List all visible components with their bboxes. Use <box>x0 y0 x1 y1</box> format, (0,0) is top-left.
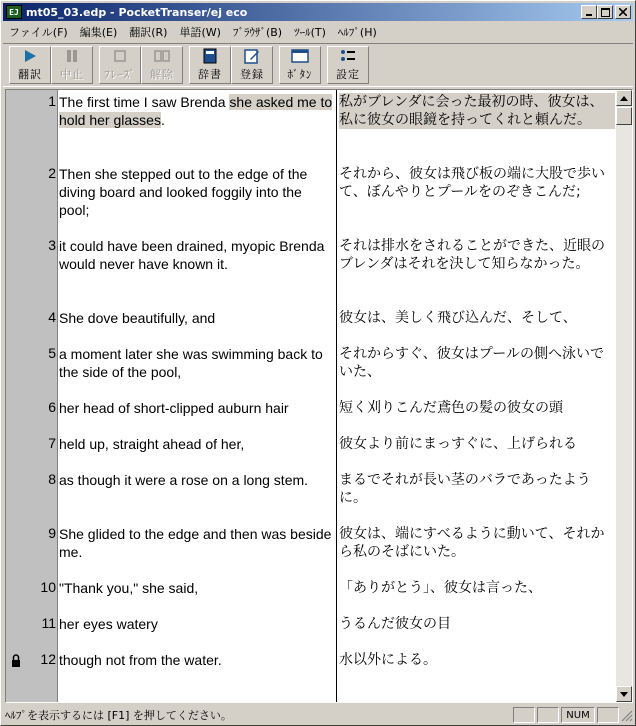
num-lock-indicator: NUM <box>561 707 595 723</box>
source-text[interactable]: She dove beautifully, and <box>59 310 216 326</box>
menu-word[interactable]: 単語(W) <box>179 25 221 39</box>
settings-label: 設定 <box>336 68 360 81</box>
line-number: 2 <box>48 165 56 181</box>
stop-button[interactable] <box>51 46 93 84</box>
toolbar <box>3 43 633 87</box>
scroll-thumb[interactable] <box>616 107 632 125</box>
line-number: 10 <box>40 579 56 595</box>
arrow-down-icon <box>620 692 628 697</box>
column-divider[interactable] <box>336 90 337 702</box>
source-text[interactable]: "Thank you," she said, <box>59 580 199 596</box>
menu-browser[interactable]: ﾌﾞﾗｳｻﾞ(B) <box>232 25 283 39</box>
scroll-up-button[interactable] <box>616 90 632 106</box>
translated-text[interactable]: それからすぐ、彼女はプールの側へ泳いでいた、 <box>339 346 605 380</box>
register-button[interactable] <box>231 46 273 84</box>
menu-tools[interactable]: ﾂｰﾙ(T) <box>294 25 326 39</box>
line-number: 7 <box>48 435 56 451</box>
phrase-icon <box>113 49 127 63</box>
selected-phrase[interactable]: she asked me to hold her glasses <box>59 94 333 128</box>
source-text[interactable]: her eyes watery <box>59 616 158 632</box>
menu-bar <box>3 22 633 41</box>
status-panel-2 <box>537 707 559 723</box>
phrase-button[interactable] <box>99 46 141 84</box>
menu-edit[interactable]: 編集(E) <box>79 25 118 39</box>
source-text[interactable]: as though it were a rose on a long stem. <box>59 472 309 488</box>
line-number: 3 <box>48 237 56 253</box>
button-bar-label: ﾎﾞﾀﾝ <box>287 68 313 81</box>
translation-editor[interactable] <box>5 89 633 703</box>
translated-text[interactable]: 私がブレンダに会った最初の時、彼女は、私に彼女の眼鏡を持ってくれと頼んだ。 <box>339 93 615 129</box>
source-text[interactable]: it could have been drained, myopic Brenda would never have known it. <box>59 238 325 272</box>
title-bar[interactable] <box>3 3 633 21</box>
status-help-text: ﾍﾙﾌﾟを表示するには [F1] を押してください。 <box>5 709 232 722</box>
line-number: 12 <box>40 651 56 667</box>
line-number: 6 <box>48 399 56 415</box>
dictionary-button[interactable] <box>189 46 231 84</box>
translate-button[interactable] <box>9 46 51 84</box>
source-text[interactable]: Then she stepped out to the edge of the diving board and looked foggily into the pool; <box>59 166 308 218</box>
source-text-end: . <box>160 112 165 128</box>
translated-text[interactable]: まるでそれが長い茎のバラであったように。 <box>339 472 591 506</box>
menu-translate[interactable]: 翻訳(R) <box>129 25 168 39</box>
translated-text[interactable]: 彼女は、端にすべるように動いて、それから私のそばにいた。 <box>339 526 605 560</box>
source-text[interactable]: held up, straight ahead of her, <box>59 436 245 452</box>
source-text[interactable]: a moment later she was swimming back to the side of the pool, <box>59 346 323 380</box>
translated-text[interactable]: 彼女より前にまっすぐに、上げられる <box>339 436 577 452</box>
maximize-icon <box>601 8 610 17</box>
minimize-button[interactable] <box>581 5 597 19</box>
button-bar-button[interactable] <box>279 46 321 84</box>
edit-icon <box>244 48 260 64</box>
translated-text[interactable]: それは排水をされることができた、近眼のブレンダはそれを決して知らなかった。 <box>339 238 605 272</box>
line-number: 9 <box>48 525 56 541</box>
source-text[interactable] <box>59 93 333 129</box>
status-bar <box>3 705 633 725</box>
dictionary-label: 辞書 <box>198 68 222 81</box>
line-number: 4 <box>48 309 56 325</box>
vertical-scrollbar[interactable] <box>616 90 632 702</box>
source-text[interactable]: though not from the water. <box>59 652 222 668</box>
translated-text[interactable]: 「ありがとう」、彼女は言った、 <box>339 580 542 596</box>
phrase-label: ﾌﾚｰｽﾞ <box>104 68 136 81</box>
line-number: 8 <box>48 471 56 487</box>
line-number: 5 <box>48 345 56 361</box>
translated-text[interactable]: 水以外による。 <box>339 652 437 668</box>
line-number: 11 <box>41 615 56 631</box>
status-panel-1 <box>513 707 535 723</box>
line-number: 1 <box>48 93 56 109</box>
app-icon[interactable]: EJ <box>6 5 22 19</box>
resize-grip-icon[interactable] <box>619 708 633 722</box>
maximize-button[interactable] <box>597 5 613 19</box>
menu-help[interactable]: ﾍﾙﾌﾟ(H) <box>337 25 377 39</box>
source-text[interactable]: her head of short-clipped auburn hair <box>59 400 289 416</box>
arrow-up-icon <box>620 96 628 101</box>
dissolve-label: 解除 <box>150 68 174 81</box>
translate-label: 翻訳 <box>18 68 42 81</box>
register-label: 登録 <box>240 68 264 81</box>
close-button[interactable] <box>615 5 631 19</box>
translated-text[interactable]: 短く刈りこんだ鳶色の髪の彼女の頭 <box>339 400 563 416</box>
close-icon <box>619 8 627 16</box>
scroll-down-button[interactable] <box>616 686 632 702</box>
translated-text[interactable]: それから、彼女は飛び板の端に大股で歩いて、ぼんやりとプールをのぞきこんだ; <box>339 166 605 200</box>
settings-button[interactable] <box>327 46 369 84</box>
split-icon <box>154 49 170 63</box>
source-text-part: The first time I saw Brenda <box>59 94 230 110</box>
pause-icon <box>65 49 79 63</box>
source-text[interactable]: She glided to the edge and then was beside me. <box>59 526 332 560</box>
settings-list-icon <box>340 49 356 63</box>
status-panel-4 <box>597 707 619 723</box>
translated-text[interactable]: 彼女は、美しく飛び込んだ、そして、 <box>339 310 577 326</box>
window-title: mt05_03.edp - PocketTranser/ej eco <box>26 5 248 19</box>
menu-file[interactable]: ファイル(F) <box>9 25 68 39</box>
dissolve-button[interactable] <box>141 46 183 84</box>
minimize-icon <box>585 8 593 16</box>
book-icon <box>203 48 217 64</box>
play-icon <box>23 49 37 63</box>
line-number-gutter <box>6 90 58 702</box>
translated-text[interactable]: うるんだ彼女の目 <box>339 616 451 632</box>
window-icon <box>291 49 309 63</box>
stop-label: 中止 <box>60 68 84 81</box>
